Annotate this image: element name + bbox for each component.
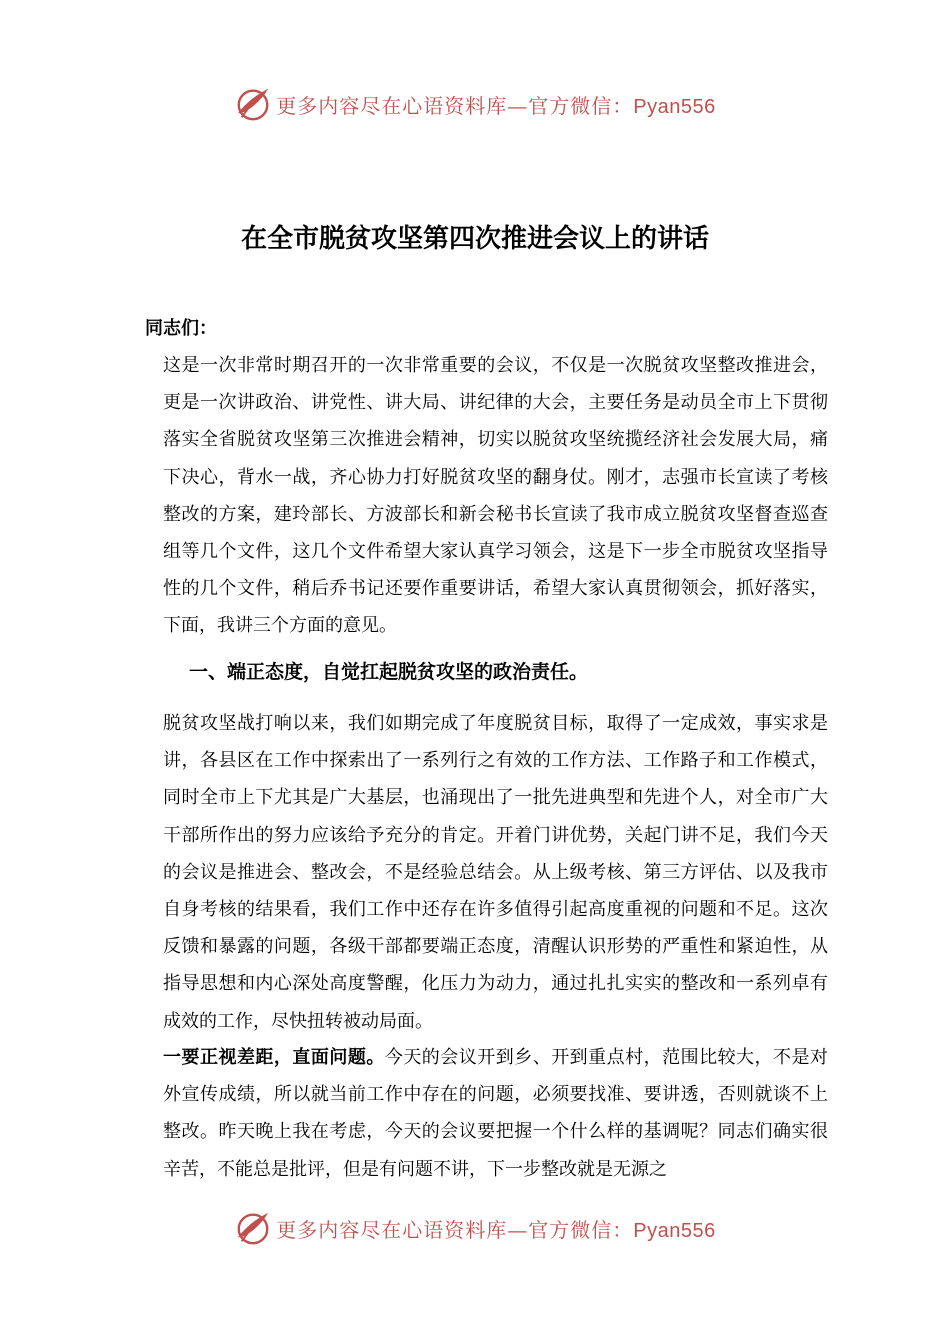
header-banner-text: 更多内容尽在心语资料库—官方微信：Pyan556 [276, 93, 716, 118]
section-heading-1: 一、端正态度，自觉扛起脱贫攻坚的政治责任。 [189, 661, 589, 683]
paragraph-3-lead: 一要正视差距，直面问题。 [163, 1047, 385, 1068]
paragraph-1: 这是一次非常时期召开的一次非常重要的会议，不仅是一次脱贫攻坚整改推进会，更是一次讲政治、讲党性、讲大局、讲纪律的大会，主要任务是动员全市上下贯彻落实全省脱贫攻坚第三次推进会精神，切实以脱贫攻坚统揽经济社会发展大局，痛下决心，背水一战，齐心协力打好脱贫攻坚的翻身仗。刚才，志强市长宣读了考核整改的方案，建玲部长、方波部长和新会秘书长宣读了我市成立脱贫攻坚督查巡查组等几个文件，这几个文件希望大家认真学习领会，这是下一步全市脱贫攻坚指导性的几个文件，稍后乔书记还要作重要讲话，希望大家认真贯彻领会，抓好落实，下面，我讲三个方面的意见。 [163, 355, 828, 637]
footer-banner [0, 1206, 950, 1250]
paragraph-3-body: 今天的会议开到乡、开到重点村，范围比较大，不是对外宣传成绩，所以就当前工作中存在的问题，必须要找准、要讲透，否则就谈不上整改。昨天晚上我在考虑，今天的会议要把握一个什么样的基调呢？同志们确实很辛苦，不能总是批评，但是有问题不讲，下一步整改就是无源之 [163, 1047, 828, 1180]
document-title: 在全市脱贫攻坚第四次推进会议上的讲话 [240, 224, 709, 254]
paragraph-3 [145, 1039, 828, 1188]
footer-banner-text: 更多内容尽在心语资料库—官方微信：Pyan556 [276, 1217, 716, 1242]
greeting: 同志们： [145, 318, 217, 339]
header-wechat-id: Pyan556 [633, 95, 716, 118]
footer-wechat-id: Pyan556 [633, 1219, 716, 1242]
quill-pen-logo-icon [234, 1209, 272, 1247]
paragraph-2: 脱贫攻坚战打响以来，我们如期完成了年度脱贫目标，取得了一定成效，事实求是讲，各县区在工作中探索出了一系列行之有效的工作方法、工作路子和工作模式，同时全市上下尤其是广大基层，也涌现出了一批先进典型和先进个人，对全市广大干部所作出的努力应该给予充分的肯定。开着门讲优势，关起门讲不足，我们今天的会议是推进会、整改会，不是经验总结会。从上级考核、第三方评估、以及我市自身考核的结果看，我们工作中还存在许多值得引起高度重视的问题和不足。这次反馈和暴露的问题，各级干部都要端正态度，清醒认识形势的严重性和紧迫性，从指导思想和内心深处高度警醒，化压力为动力，通过扎扎实实的整改和一系列卓有成效的工作，尽快扭转被动局面。 [163, 713, 828, 1032]
quill-pen-logo-icon [234, 85, 272, 123]
header-banner [0, 82, 950, 126]
